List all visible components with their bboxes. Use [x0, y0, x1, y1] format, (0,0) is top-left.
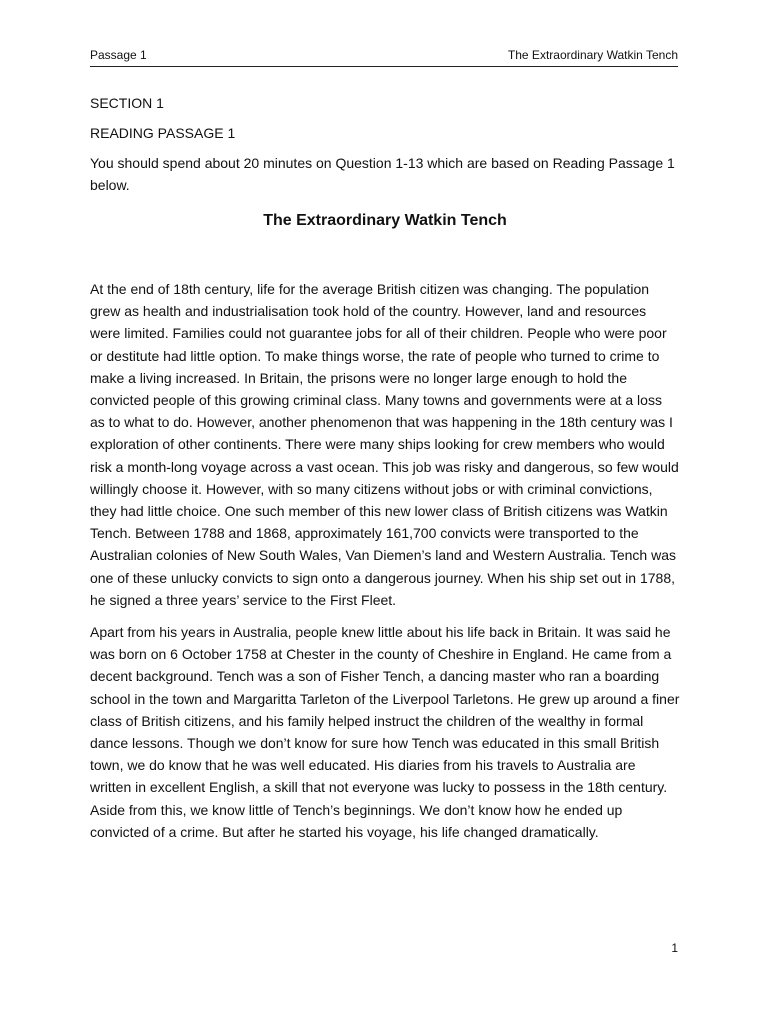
paragraph-2: Apart from his years in Australia, people knew little about his life back in Britain. It was said he was born on 6 October 1758 at Chester in the county of Cheshire in England. He came from a decent background. Tench was a son of Fisher Tench, a dancing master who ran a boarding school in the town and Margaritta Tarleton of the Liverpool Tarletons. He grew up around a finer class of British citizens, and his family helped instruct the children of the wealthy in formal dance lessons. Though we don’t know for sure how Tench was educated in this small British town, we do know that he was well educated. His diaries from his travels to Australia are written in excellent English, a skill that not everyone was lucky to possess in the 18th century. Aside from this, we know little of Tench’s beginnings. We don’t know how he ended up convicted of a crime. But after he started his voyage, his life changed dramatically.	[90, 624, 680, 840]
section-label: SECTION 1	[90, 95, 164, 111]
passage-title: The Extraordinary Watkin Tench	[263, 212, 507, 229]
page-content	[90, 92, 680, 843]
reading-passage-label: READING PASSAGE 1	[90, 125, 236, 141]
instruction-text: You should spend about 20 minutes on Question 1-13 which are based on Reading Passage 1 below.	[90, 155, 675, 193]
header-title: The Extraordinary Watkin Tench	[507, 48, 678, 62]
paragraph-1: At the end of 18th century, life for the average British citizen was changing. The population grew as health and industrialisation took hold of the country. However, land and resources were limited. Families could not guarantee jobs for all of their children. People who were poor or destitute had little option. To make things worse, the rate of people who turned to crime to make a living increased. In Britain, the prisons were no longer large enough to hold the convicted people of this growing criminal class. Many towns and governments were at a loss as to what to do. However, another phenomenon that was happening in the 18th century was I exploration of other continents. There were many ships looking for crew members who would risk a month-long voyage across a vast ocean. This job was risky and dangerous, so few would willingly choose it. However, with so many citizens without jobs or with criminal convictions, they had little choice. One such member of this new lower class of British citizens was Watkin Tench. Between 1788 and 1868, approximately 161,700 convicts were transported to the Australian colonies of New South Wales, Van Diemen’s land and Western Australia. Tench was one of these unlucky convicts to sign onto a dangerous journey. When his ship set out in 1788, he signed a three years’ service to the First Fleet.	[90, 281, 679, 608]
page-number: 1	[671, 941, 678, 955]
header-passage-label: Passage 1	[90, 48, 147, 62]
page-header	[90, 46, 678, 67]
